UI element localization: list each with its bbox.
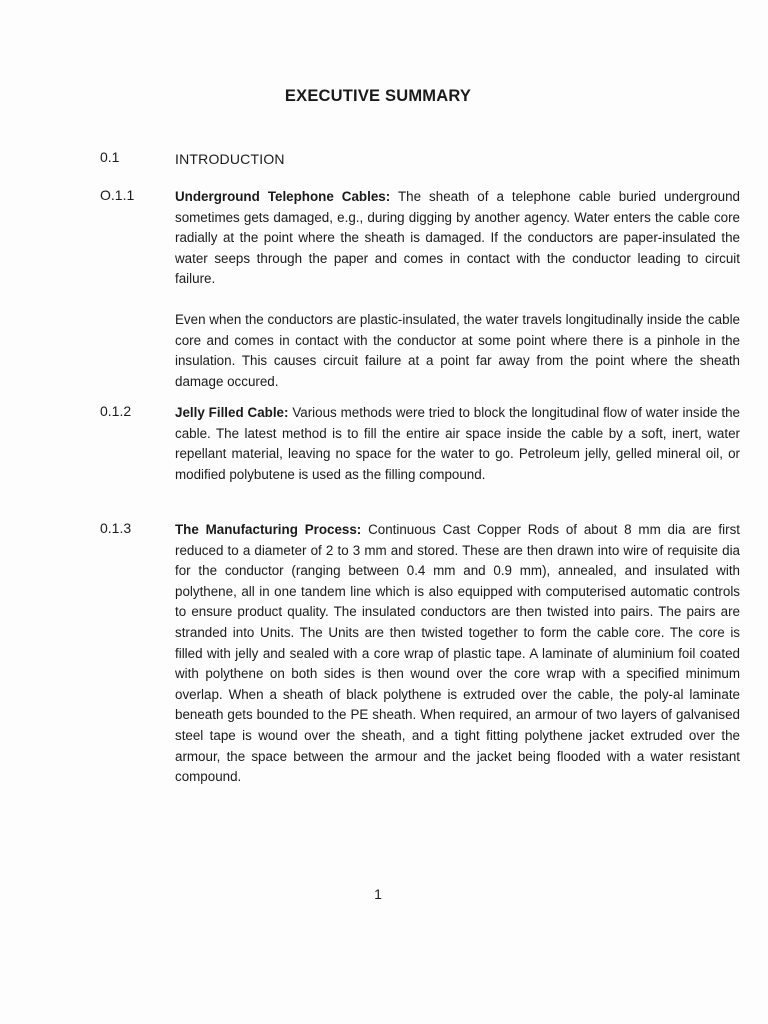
paragraph-lead: Underground Telephone Cables: (175, 189, 391, 204)
page-title: EXECUTIVE SUMMARY (284, 87, 472, 105)
paragraph-text: Continuous Cast Copper Rods of about 8 mm dia are first reduced to a diameter of 2 to 3 mm and stored. These are then drawn into wire of requisite dia for the conductor (ranging between 0.4 mm and 0.9 mm), annealed, and insulated with polythene, all in one tandem line which is also equipped with computerised automatic controls to ensure product quality. The insulated conductors are then twisted into pairs. The pairs are stranded into Units. The Units are then twisted together to form the cable core. The core is filled with jelly and sealed with a core wrap of plastic tape. A laminate of aluminium foil coated with polythene on both sides is then wound over the core wrap with a specified minimum overlap. When a sheath of black polythene is extruded over the cable, the poly-al laminate beneath gets bounded to the PE sheath. When required, an armour of two layers of galvanised steel tape is wound over the sheath, and a tight fitting polythene jacket extruded over the armour, the space between the armour and the jacket being flooded with a water resistant compound. (175, 522, 740, 785)
page-number: 1 (374, 886, 382, 902)
paragraph (175, 403, 740, 485)
section-number: 0.1 (100, 149, 120, 165)
paragraph-text: Various methods were tried to block the longitudinal flow of water inside the cable. The latest method is to fill the entire air space inside the cable by a soft, inert, water repellant material, leaving no space for the water to go. Petroleum jelly, gelled mineral oil, or modified polybutene is used as the filling compound. (175, 405, 740, 482)
paragraph-text: The sheath of a telephone cable buried underground sometimes gets damaged, e.g., during digging by another agency. Water enters the cable core radially at the point where the sheath is damaged. If the conductors are paper-insulated the water seeps through the paper and comes in contact with the conductor leading to circuit failure. (175, 189, 740, 287)
paragraph (175, 187, 740, 290)
section-number: O.1.1 (100, 187, 135, 203)
section-body (175, 520, 740, 788)
paragraph-text: Even when the conductors are plastic-insulated, the water travels longitudinally inside the cable core and comes in contact with the conductor at some point where there is a pinhole in the insulation. This causes circuit failure at a point far away from the point where the sheath damage occured. (175, 311, 740, 389)
paragraph-lead: The Manufacturing Process: (175, 522, 362, 537)
section-body (175, 403, 740, 485)
section-number: 0.1.3 (100, 520, 132, 536)
section-number: 0.1.2 (100, 403, 132, 419)
section-body (175, 187, 740, 392)
paragraph (175, 310, 740, 392)
paragraph (175, 520, 740, 788)
paragraph-lead: Jelly Filled Cable: (175, 405, 289, 420)
section-heading: INTRODUCTION (175, 151, 285, 167)
